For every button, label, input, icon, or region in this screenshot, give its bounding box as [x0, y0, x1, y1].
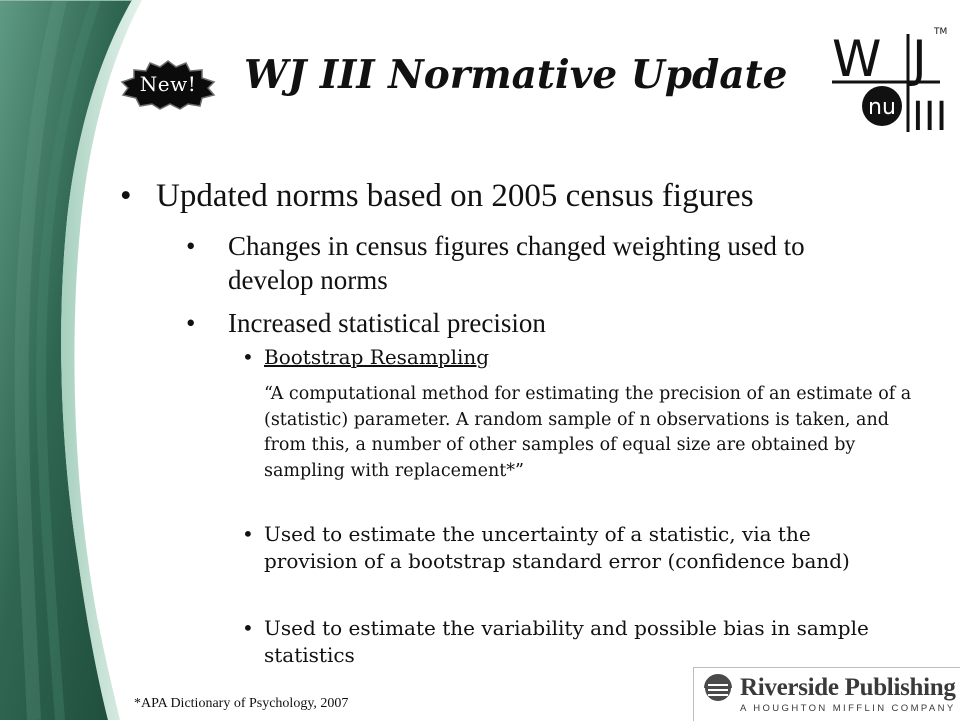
bullet-dot: •	[242, 345, 254, 369]
logo-iii: III	[912, 94, 948, 136]
bullet-text: Updated norms based on 2005 census figures	[156, 178, 754, 214]
footnote: *APA Dictionary of Psychology, 2007	[134, 696, 349, 711]
bullet-text: Changes in census figures changed weighting used to develop norms	[228, 231, 805, 295]
logo-tm: TM	[934, 27, 948, 37]
logo-nu: nu	[868, 95, 896, 120]
logo-w: W	[832, 30, 882, 88]
logo-j: J	[912, 30, 927, 88]
publisher-name: Riverside Publishing	[740, 674, 956, 701]
definition-quote: “A computational method for estimating the precision of an estimate of a (statistic) parameter. A random sample of n observations is taken, and from this, a number of other samples of equal size are obtained by sampling with replacement*”	[264, 384, 912, 481]
new-badge-label: New!	[139, 72, 197, 96]
wj-iii-nu-logo	[828, 24, 952, 136]
bullet-text-underlined: Bootstrap Resampling	[264, 345, 490, 369]
slide-title: WJ III Normative Update	[244, 52, 788, 98]
bullet-dot: •	[186, 231, 196, 261]
bullet-text: Used to estimate the variability and possible bias in sample statistics	[264, 616, 869, 667]
bullet-dot: •	[120, 178, 132, 214]
bullet-text: Used to estimate the uncertainty of a statistic, via the provision of a bootstrap standard error (confidence band)	[264, 522, 850, 573]
bullet-dot: •	[242, 616, 254, 640]
bullet-dot: •	[186, 308, 196, 338]
publisher-tagline: A HOUGHTON MIFFLIN COMPANY	[740, 703, 956, 714]
new-badge	[118, 58, 218, 110]
bullet-text: Increased statistical precision	[228, 308, 546, 338]
bullet-dot: •	[242, 522, 254, 546]
